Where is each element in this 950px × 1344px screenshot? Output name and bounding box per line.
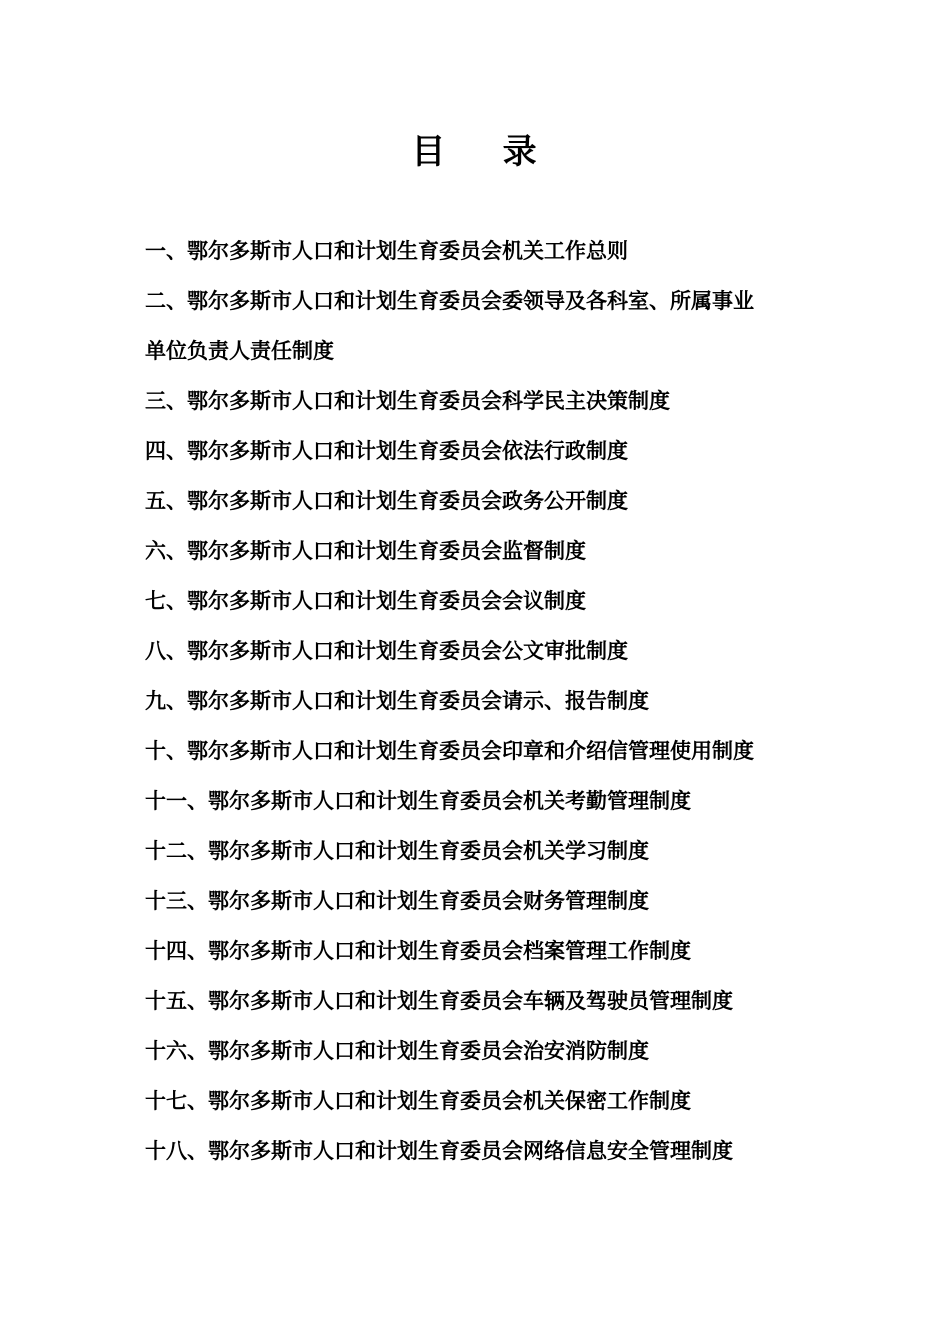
toc-entry-3: 三、鄂尔多斯市人口和计划生育委员会科学民主决策制度 — [145, 389, 670, 413]
toc-entry-6: 六、鄂尔多斯市人口和计划生育委员会监督制度 — [145, 539, 586, 563]
toc-entry-10: 十、鄂尔多斯市人口和计划生育委员会印章和介绍信管理使用制度 — [145, 739, 754, 763]
toc-entry-12: 十二、鄂尔多斯市人口和计划生育委员会机关学习制度 — [145, 839, 649, 863]
toc-entry-7: 七、鄂尔多斯市人口和计划生育委员会会议制度 — [145, 589, 586, 613]
toc-entry-18: 十八、鄂尔多斯市人口和计划生育委员会网络信息安全管理制度 — [145, 1139, 733, 1163]
toc-entry-8: 八、鄂尔多斯市人口和计划生育委员会公文审批制度 — [145, 639, 628, 663]
toc-entry-9: 九、鄂尔多斯市人口和计划生育委员会请示、报告制度 — [145, 689, 649, 713]
page-title: 目 录 — [411, 132, 539, 172]
toc-entry-5: 五、鄂尔多斯市人口和计划生育委员会政务公开制度 — [145, 489, 628, 513]
toc-list — [145, 226, 825, 1176]
toc-entry-2: 二、鄂尔多斯市人口和计划生育委员会委领导及各科室、所属事业 — [145, 289, 754, 313]
toc-entry-15: 十五、鄂尔多斯市人口和计划生育委员会车辆及驾驶员管理制度 — [145, 989, 733, 1013]
toc-entry-1: 一、鄂尔多斯市人口和计划生育委员会机关工作总则 — [145, 239, 628, 263]
toc-entry-4: 四、鄂尔多斯市人口和计划生育委员会依法行政制度 — [145, 439, 628, 463]
toc-entry-16: 十六、鄂尔多斯市人口和计划生育委员会治安消防制度 — [145, 1039, 649, 1063]
toc-entry-13: 十三、鄂尔多斯市人口和计划生育委员会财务管理制度 — [145, 889, 649, 913]
toc-entry-14: 十四、鄂尔多斯市人口和计划生育委员会档案管理工作制度 — [145, 939, 691, 963]
toc-entry-2-continuation: 单位负责人责任制度 — [145, 339, 334, 363]
toc-entry-11: 十一、鄂尔多斯市人口和计划生育委员会机关考勤管理制度 — [145, 789, 691, 813]
toc-entry-17: 十七、鄂尔多斯市人口和计划生育委员会机关保密工作制度 — [145, 1089, 691, 1113]
